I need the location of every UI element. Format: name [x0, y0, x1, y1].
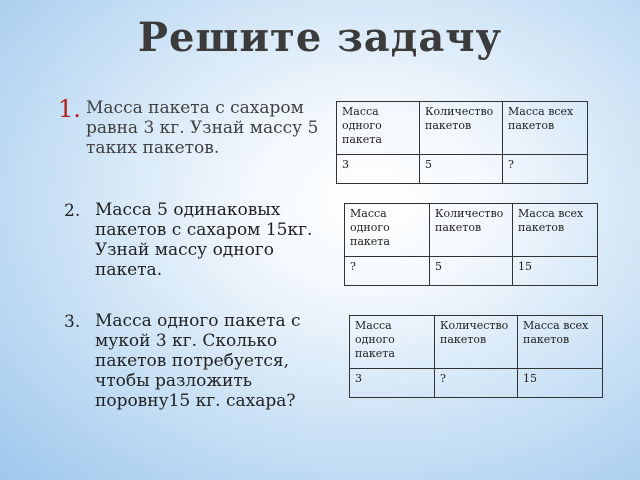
value-cell-count: ? — [435, 369, 518, 398]
header-cell-count: Количество пакетов — [435, 316, 518, 369]
problem-number: 3. — [64, 312, 81, 332]
value-cell-mass-all: 15 — [513, 257, 598, 286]
value-cell-count: 5 — [420, 155, 503, 184]
table-value-row — [345, 257, 598, 286]
problem-number: 1. — [58, 95, 81, 123]
header-cell-mass-one: Масса одного пакета — [337, 102, 420, 155]
header-cell-mass-all: Масса всех пакетов — [513, 204, 598, 257]
problem-text: Масса пакета с сахаром равна 3 кг. Узнай массу 5 таких пакетов. — [86, 98, 319, 158]
table-header-row — [337, 102, 588, 155]
table-value-row — [350, 369, 603, 398]
header-cell-count: Количество пакетов — [420, 102, 503, 155]
header-cell-count: Количество пакетов — [430, 204, 513, 257]
problem-3-table — [349, 315, 603, 398]
table-value-row — [337, 155, 588, 184]
value-cell-count: 5 — [430, 257, 513, 286]
slide-title: Решите задачу — [137, 14, 503, 61]
table-header-row — [350, 316, 603, 369]
problem-1-table — [336, 101, 588, 184]
problem-2-table — [344, 203, 598, 286]
table-header-row — [345, 204, 598, 257]
value-cell-mass-one: 3 — [337, 155, 420, 184]
header-cell-mass-all: Масса всех пакетов — [503, 102, 588, 155]
problem-text: Масса 5 одинаковых пакетов с сахаром 15кг. Узнай массу одного пакета. — [95, 200, 313, 280]
problem-text: Масса одного пакета с мукой 3 кг. Сколько пакетов потребуется, чтобы разложить поровну15 кг. сахара? — [95, 311, 301, 411]
header-cell-mass-one: Масса одного пакета — [350, 316, 435, 369]
header-cell-mass-all: Масса всех пакетов — [518, 316, 603, 369]
value-cell-mass-all: ? — [503, 155, 588, 184]
header-cell-mass-one: Масса одного пакета — [345, 204, 430, 257]
value-cell-mass-all: 15 — [518, 369, 603, 398]
problem-number: 2. — [64, 201, 81, 221]
value-cell-mass-one: 3 — [350, 369, 435, 398]
value-cell-mass-one: ? — [345, 257, 430, 286]
